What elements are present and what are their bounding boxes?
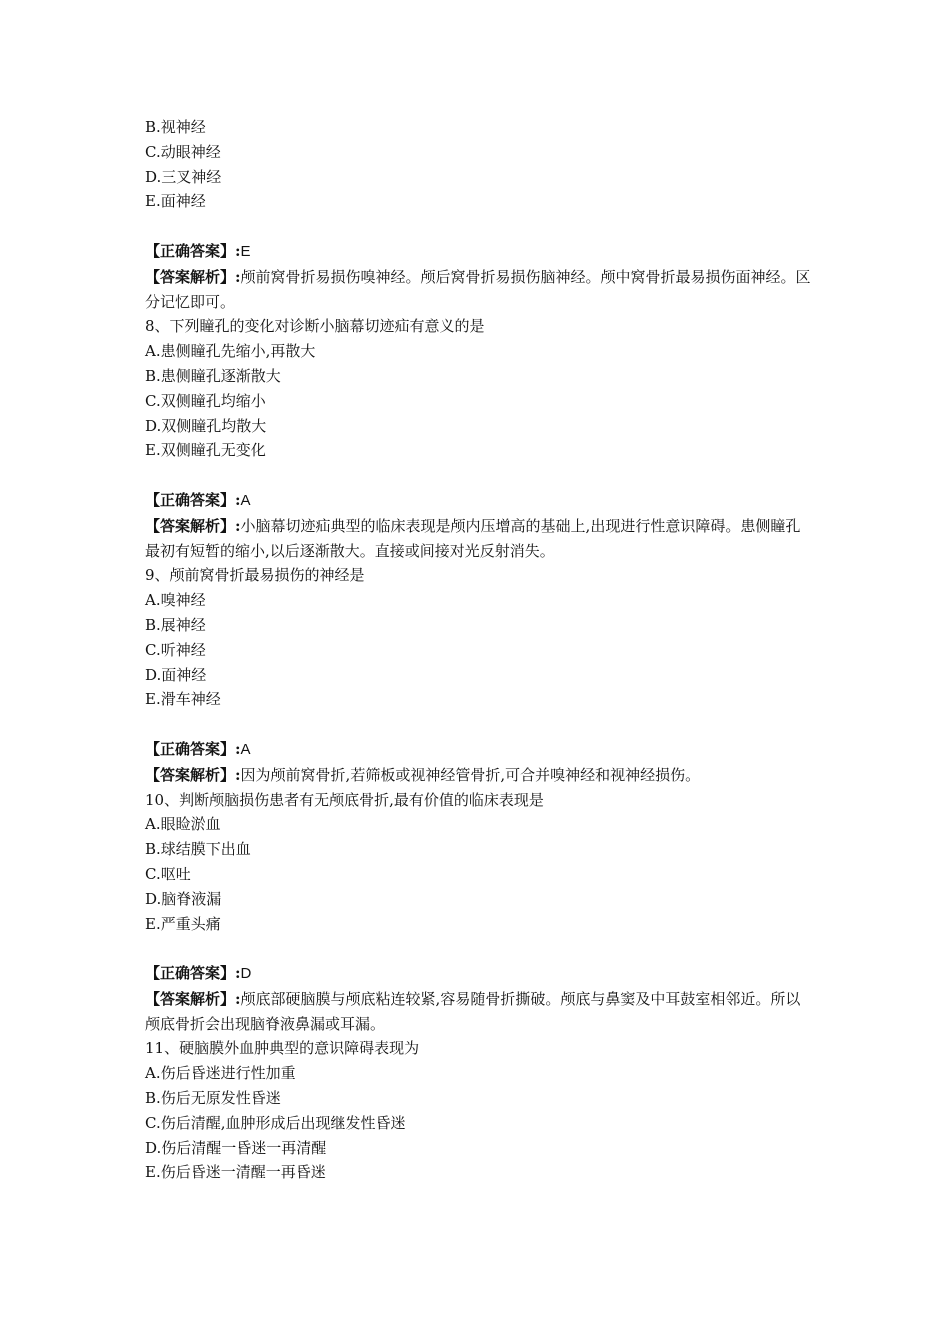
answer-label: 【正确答案】: [145, 241, 241, 260]
analysis-label: 【答案解析】: [145, 516, 241, 535]
q10-option-d: D.脑脊液漏 [145, 889, 222, 908]
spacer [145, 214, 815, 239]
spacer [145, 936, 815, 961]
q10-option-a: A.眼睑淤血 [145, 815, 221, 834]
q9-option-c: C.听神经 [145, 640, 206, 659]
document-page [145, 115, 815, 1185]
q9-answer-line [145, 737, 815, 763]
q11-option-a: A.伤后昏迷进行性加重 [145, 1064, 296, 1083]
q10-option-b: B.球结膜下出血 [145, 840, 251, 859]
q10-option-c: C.呕吐 [145, 864, 191, 883]
question-8: 8、下列瞳孔的变化对诊断小脑幕切迹疝有意义的是 [145, 317, 485, 336]
answer-label: 【正确答案】: [145, 490, 241, 509]
analysis-line [145, 265, 815, 315]
question-9: 9、颅前窝骨折最易损伤的神经是 [145, 566, 365, 585]
answer-label: 【正确答案】: [145, 964, 241, 983]
q8-option-d: D.双侧瞳孔均散大 [145, 416, 267, 435]
q11-option-e: E.伤后昏迷一清醒一再昏迷 [145, 1163, 326, 1182]
answer-value: E [240, 242, 251, 260]
question-10: 10、判断颅脑损伤患者有无颅底骨折,最有价值的临床表现是 [145, 790, 544, 809]
option-d: D.三叉神经 [145, 167, 222, 186]
q10-answer-line [145, 961, 815, 987]
q8-option-c: C.双侧瞳孔均缩小 [145, 391, 266, 410]
option-c: C.动眼神经 [145, 142, 221, 161]
question-11: 11、硬脑膜外血肿典型的意识障碍表现为 [145, 1039, 420, 1058]
spacer [145, 463, 815, 488]
answer-value: A [240, 491, 251, 509]
q9-option-b: B.展神经 [145, 615, 206, 634]
q9-option-a: A.嗅神经 [145, 591, 206, 610]
q8-answer-line [145, 488, 815, 514]
q9-analysis-line [145, 763, 815, 788]
analysis-label: 【答案解析】: [145, 267, 241, 286]
answer-label: 【正确答案】: [145, 739, 241, 758]
q8-option-b: B.患侧瞳孔逐渐散大 [145, 366, 281, 385]
q8-analysis-line [145, 514, 815, 564]
analysis-text: 小脑幕切迹疝典型的临床表现是颅内压增高的基础上,出现进行性意识障碍。患侧瞳孔最初有短暂的缩小,以后逐渐散大。直接或间接对光反射消失。 [145, 516, 801, 560]
analysis-text: 颅底部硬脑膜与颅底粘连较紧,容易随骨折撕破。颅底与鼻窦及中耳鼓室相邻近。所以颅底骨折会出现脑脊液鼻漏或耳漏。 [145, 989, 801, 1033]
analysis-text: 因为颅前窝骨折,若筛板或视神经管骨折,可合并嗅神经和视神经损伤。 [240, 765, 701, 784]
answer-value: A [240, 740, 251, 758]
q10-analysis-line [145, 987, 815, 1037]
q11-option-d: D.伤后清醒一昏迷一再清醒 [145, 1138, 327, 1157]
answer-line [145, 239, 815, 265]
answer-value: D [240, 965, 252, 983]
analysis-label: 【答案解析】: [145, 765, 241, 784]
q11-option-c: C.伤后清醒,血肿形成后出现继发性昏迷 [145, 1113, 406, 1132]
spacer [145, 712, 815, 737]
q8-option-e: E.双侧瞳孔无变化 [145, 441, 266, 460]
option-e: E.面神经 [145, 192, 206, 211]
q10-option-e: E.严重头痛 [145, 914, 221, 933]
analysis-label: 【答案解析】: [145, 989, 241, 1008]
q9-option-d: D.面神经 [145, 665, 207, 684]
option-b: B.视神经 [145, 118, 206, 136]
q11-option-b: B.伤后无原发性昏迷 [145, 1089, 281, 1108]
analysis-text: 颅前窝骨折易损伤嗅神经。颅后窝骨折易损伤脑神经。颅中窝骨折最易损伤面神经。区分记忆即可。 [145, 267, 811, 311]
q9-option-e: E.滑车神经 [145, 690, 221, 709]
q8-option-a: A.患侧瞳孔先缩小,再散大 [145, 342, 316, 361]
